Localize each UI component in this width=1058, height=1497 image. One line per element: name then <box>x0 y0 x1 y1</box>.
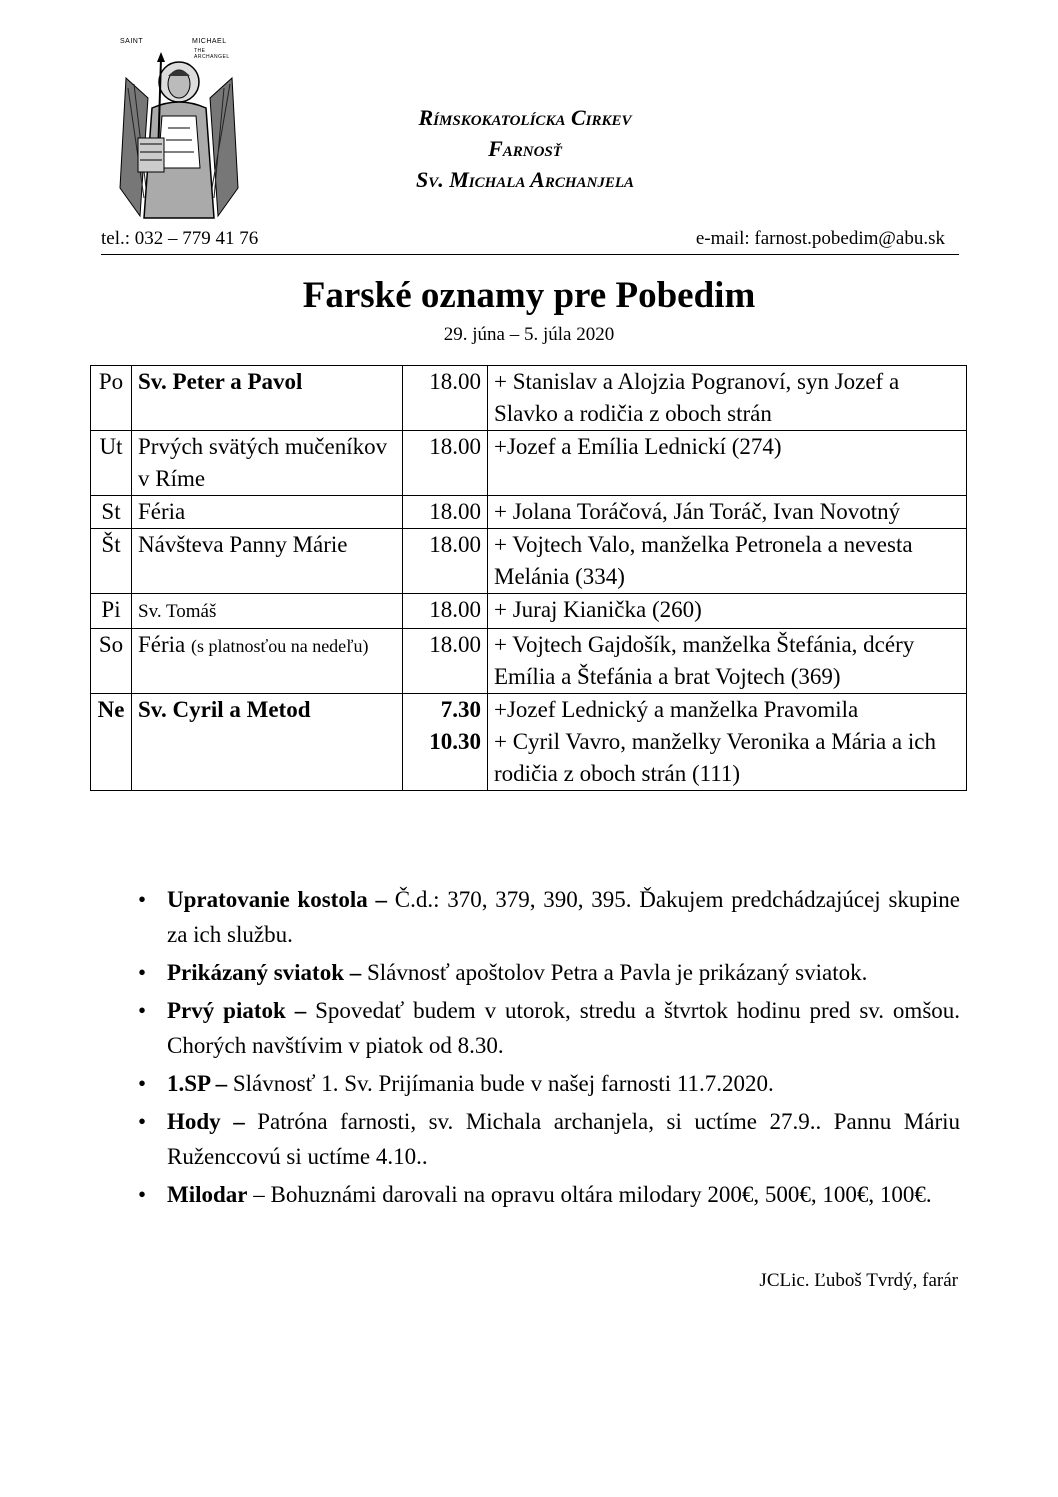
feast-cell <box>132 594 403 629</box>
intention-2: + Cyril Vavro, manželky Veronika a Mária a ich rodičia z oboch strán (111) <box>494 729 936 786</box>
table-row <box>91 529 967 594</box>
day-cell: Ut <box>91 431 132 496</box>
date-range: 29. júna – 5. júla 2020 <box>443 324 615 345</box>
contact-row <box>101 228 959 255</box>
list-item <box>138 993 960 1063</box>
time-morning: 7.30 <box>440 697 481 722</box>
notice-body: Slávnosť 1. Sv. Prijímania bude v našej farnosti 11.7.2020. <box>232 1071 774 1096</box>
list-item <box>138 1066 960 1101</box>
table-row <box>91 694 967 791</box>
day-cell: Pi <box>91 594 132 629</box>
time-late: 10.30 <box>429 729 481 754</box>
day-cell: So <box>91 629 132 694</box>
notice-body: – Bohuznámi darovali na opravu oltára milodary 200€, 500€, 100€, 100€. <box>253 1182 932 1207</box>
feast-cell <box>132 629 403 694</box>
intention-cell: + Vojtech Gajdošík, manželka Štefánia, dcéry Emília a Štefánia a brat Vojtech (369) <box>488 629 967 694</box>
feast-cell: Sv. Cyril a Metod <box>132 694 403 791</box>
mass-schedule-table <box>90 365 967 791</box>
page-title: Farské oznamy pre Pobedim <box>302 275 756 316</box>
feast-name: Féria <box>138 632 186 657</box>
table-row <box>91 496 967 529</box>
intention-cell: + Juraj Kianička (260) <box>488 594 967 629</box>
feast-cell: Návšteva Panny Márie <box>132 529 403 594</box>
time-cell: 18.00 <box>403 366 488 431</box>
list-item <box>138 955 960 990</box>
intention-cell: + Vojtech Valo, manželka Petronela a nevesta Melánia (334) <box>488 529 967 594</box>
intention-cell <box>488 694 967 791</box>
time-cell: 18.00 <box>403 431 488 496</box>
icon-label-archangel: THE ARCHANGEL <box>194 48 230 60</box>
church-line-1: Rímskokatolícka Cirkev <box>418 105 632 130</box>
table-row <box>91 431 967 496</box>
bullet-icon: • <box>138 1182 147 1207</box>
day-cell: Po <box>91 366 132 431</box>
bullet-icon: • <box>138 998 147 1023</box>
notice-body: Č.d.: 370, 379, 390, 395. Ďakujem predchádzajúcej skupine za ich službu. <box>167 887 961 947</box>
bullet-icon: • <box>138 1071 147 1096</box>
icon-label-saint: SAINT <box>120 38 144 45</box>
saint-michael-icon <box>118 38 240 223</box>
notice-body: Spovedať budem v utorok, stredu a štvrtok hodinu pred sv. omšou. Chorých navštívim v piatok od 8.30. <box>167 998 961 1058</box>
signature: JCLic. Ľuboš Tvrdý, farár <box>759 1270 958 1291</box>
email-address[interactable]: e-mail: farnost.pobedim@abu.sk <box>695 228 945 249</box>
church-header <box>290 102 760 195</box>
bullet-icon: • <box>138 960 147 985</box>
icon-label-michael: MICHAEL <box>192 38 227 45</box>
list-item <box>138 882 960 952</box>
notice-head: Upratovanie kostola – <box>167 887 387 912</box>
table-row <box>91 594 967 629</box>
intention-cell: +Jozef a Emília Lednickí (274) <box>488 431 967 496</box>
list-item <box>138 1177 960 1212</box>
notice-body: Slávnosť apoštolov Petra a Pavla je prikázaný sviatok. <box>366 960 868 985</box>
feast-note: (s platnosťou na nedeľu) <box>191 636 369 656</box>
phone-number: tel.: 032 – 779 41 76 <box>101 228 259 249</box>
bullet-icon: • <box>138 1109 147 1134</box>
archangel-figure-icon <box>118 38 240 223</box>
intention-cell: + Stanislav a Alojzia Pogranoví, syn Jozef a Slavko a rodičia z oboch strán <box>488 366 967 431</box>
time-cell: 18.00 <box>403 496 488 529</box>
table-row <box>91 366 967 431</box>
notice-head: Prvý piatok – <box>167 998 307 1023</box>
notice-body: Patróna farnosti, sv. Michala archanjela, si uctíme 27.9.. Pannu Máriu Ruženccovú si uctíme 4.10.. <box>167 1109 961 1169</box>
time-cell: 18.00 <box>403 594 488 629</box>
time-cell: 18.00 <box>403 629 488 694</box>
notice-head: Prikázaný sviatok – <box>167 960 362 985</box>
notice-head: 1.SP – <box>167 1071 228 1096</box>
feast-cell: Sv. Peter a Pavol <box>132 366 403 431</box>
feast-cell: Féria <box>132 496 403 529</box>
list-item <box>138 1104 960 1174</box>
intention-1: +Jozef Lednický a manželka Pravomila <box>494 697 859 722</box>
bullet-icon: • <box>138 887 147 912</box>
church-line-2: Farnosť <box>488 136 562 161</box>
feast-name: Sv. Tomáš <box>138 601 217 622</box>
day-cell: St <box>91 496 132 529</box>
time-cell <box>403 694 488 791</box>
intention-cell: + Jolana Toráčová, Ján Toráč, Ivan Novotný <box>488 496 967 529</box>
time-cell: 18.00 <box>403 529 488 594</box>
notices-list <box>138 882 960 1215</box>
day-cell: Št <box>91 529 132 594</box>
notice-head: Hody – <box>167 1109 245 1134</box>
notice-head: Milodar <box>167 1182 248 1207</box>
church-line-3: Sv. Michala Archanjela <box>415 167 635 192</box>
day-cell: Ne <box>91 694 132 791</box>
table-row <box>91 629 967 694</box>
feast-cell: Prvých svätých mučeníkov v Ríme <box>132 431 403 496</box>
